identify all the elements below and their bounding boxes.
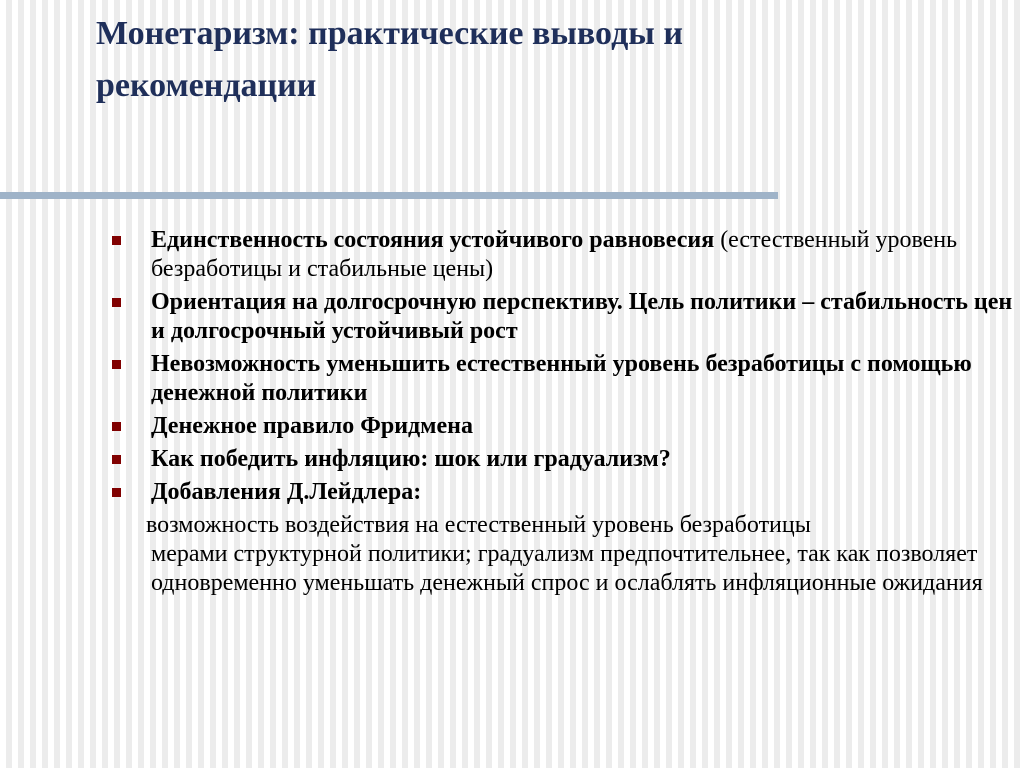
bullet-square-icon bbox=[112, 455, 121, 464]
slide-title-line-2: рекомендации bbox=[96, 67, 317, 104]
slide-title-line-1: Монетаризм: практические выводы и bbox=[96, 15, 683, 52]
bullet-item bbox=[108, 350, 1018, 408]
bullet-normal-text: (естественный уровень безработицы и стабильные цены) bbox=[151, 227, 958, 282]
bullet-bold-text: Невозможность уменьшить естественный уровень безработицы с помощью денежной политики bbox=[151, 351, 972, 406]
bullet-bold-text: Единственность состояния устойчивого равновесия bbox=[151, 227, 715, 253]
bullet-item bbox=[108, 226, 1018, 284]
bullet-item bbox=[108, 288, 1018, 346]
slide-content bbox=[108, 226, 1018, 598]
sub-paragraph bbox=[108, 511, 1018, 598]
sub-paragraph-line-1: возможность воздействия на естественный уровень безработицы bbox=[146, 512, 811, 538]
bullet-bold-text: Денежное правило Фридмена bbox=[151, 413, 474, 439]
bullet-square-icon bbox=[112, 298, 121, 307]
title-divider bbox=[0, 192, 778, 199]
bullet-bold-text: Как победить инфляцию: шок или градуализм? bbox=[151, 446, 671, 472]
bullet-bold-text: Ориентация на долгосрочную перспективу. Цель политики – стабильность цен и долгосрочный устойчивый рост bbox=[151, 289, 1013, 344]
sub-paragraph-rest: мерами структурной политики; градуализм предпочтительнее, так как позволяет одновременно уменьшать денежный спрос и ослаблять инфляционные ожидания bbox=[151, 541, 983, 596]
bullet-item bbox=[108, 445, 1018, 474]
bullet-item bbox=[108, 412, 1018, 441]
bullet-square-icon bbox=[112, 236, 121, 245]
bullet-square-icon bbox=[112, 360, 121, 369]
slide-title bbox=[96, 8, 976, 112]
bullet-square-icon bbox=[112, 488, 121, 497]
bullet-square-icon bbox=[112, 422, 121, 431]
bullet-bold-text: Добавления Д.Лейдлера: bbox=[151, 479, 422, 505]
bullet-item bbox=[108, 478, 1018, 507]
